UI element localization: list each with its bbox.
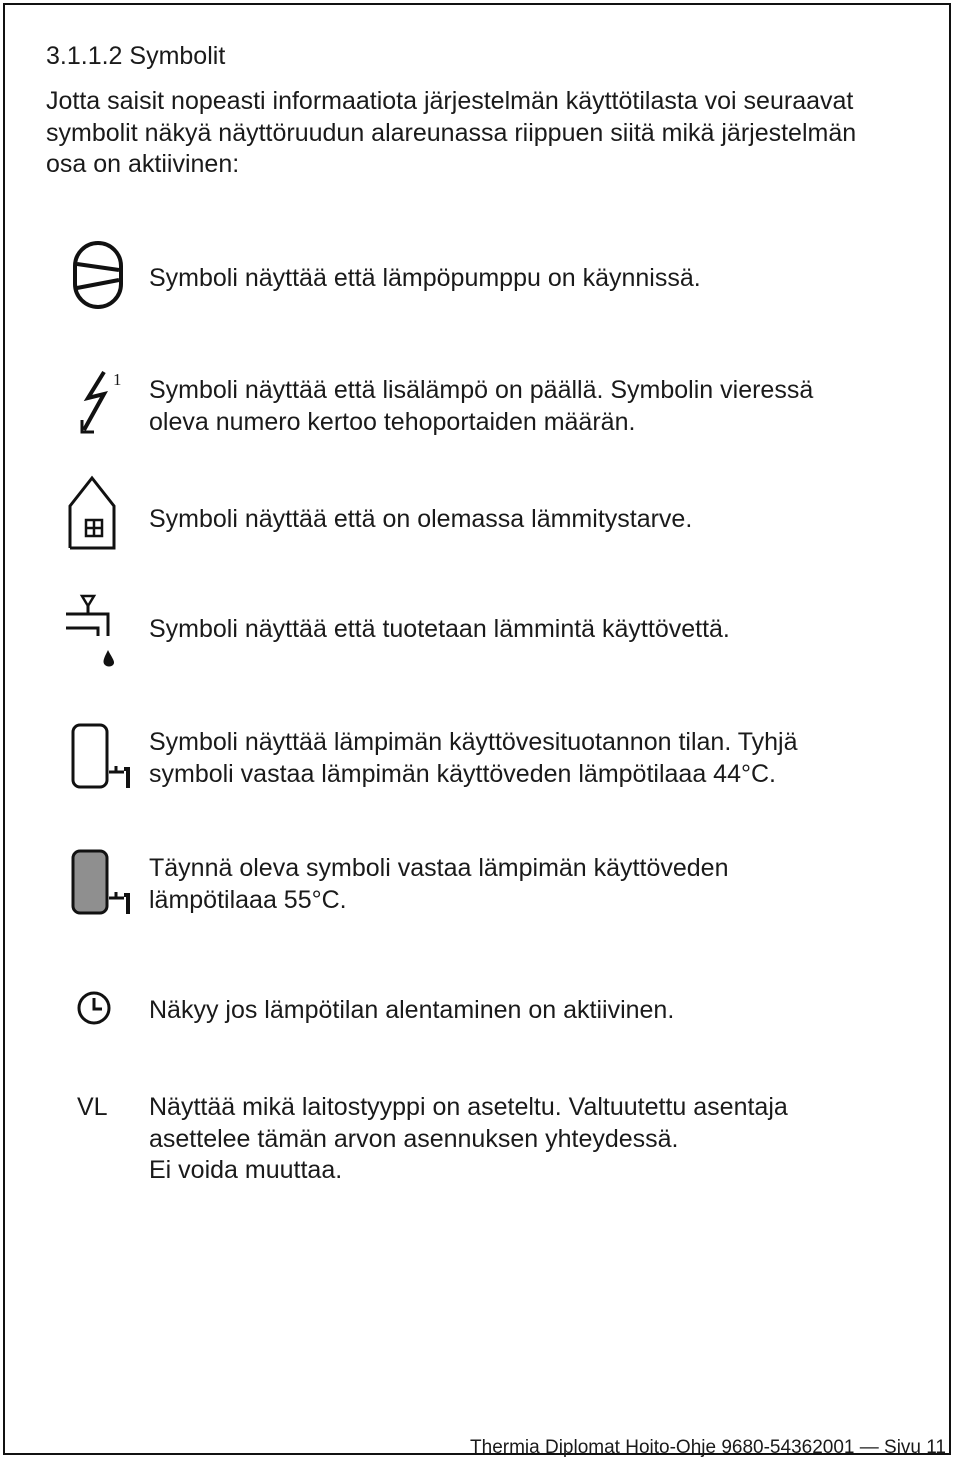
symbol-description (149, 995, 889, 1027)
symbol-description (149, 1092, 889, 1187)
tank-empty-icon (70, 722, 134, 794)
clock-icon (74, 988, 114, 1028)
intro-line: Jotta saisit nopeasti informaatiota järjestelmän käyttötilasta voi seuraavat (46, 87, 854, 115)
symbol-text-line: Symboli näyttää että lämpöpumppu on käynnissä. (149, 264, 701, 292)
symbol-description (149, 375, 889, 438)
symbol-text-line: symboli vastaa lämpimän käyttöveden lämpötilaaa 44°C. (149, 759, 776, 788)
lightning-icon (78, 368, 114, 436)
intro-line: osa on aktiivinen: (46, 150, 240, 178)
symbol-text-line: Symboli näyttää että tuotetaan lämmintä käyttövettä. (149, 615, 730, 643)
symbol-text-line: Symboli näyttää että on olemassa lämmitystarve. (149, 505, 693, 533)
symbol-text-line: oleva numero kertoo tehoportaiden määrän. (149, 407, 636, 436)
symbol-description (149, 263, 889, 295)
intro-line: symbolit näkyä näyttöruudun alareunassa riippuen siitä mikä järjestelmän (46, 118, 857, 147)
section-heading: 3.1.1.2 Symbolit (46, 42, 226, 70)
symbol-description (149, 504, 889, 536)
symbol-text-line: Näyttää mikä laitostyyppi on aseteltu. Valtuutettu asentaja (149, 1093, 788, 1121)
vl-icon: VL (77, 1093, 108, 1121)
house-icon (64, 472, 120, 552)
symbol-text-line: Ei voida muuttaa. (149, 1156, 343, 1184)
symbol-description (149, 853, 889, 916)
symbol-description (149, 727, 889, 790)
symbol-description (149, 614, 889, 646)
symbol-text-line: lämpötilaaa 55°C. (149, 885, 347, 914)
symbol-text-line: asettelee tämän arvon asennuksen yhteydessä. (149, 1124, 679, 1153)
symbol-text-line: Näkyy jos lämpötilan alentaminen on aktiivinen. (149, 996, 675, 1024)
tank-full-icon (70, 848, 134, 920)
compressor-icon (72, 240, 126, 312)
symbol-text-line: Symboli näyttää että lisälämpö on päällä. Symbolin vieressä (149, 376, 814, 404)
step-count-label: 1 (113, 370, 122, 389)
symbol-text-line: Symboli näyttää lämpimän käyttövesituotannon tilan. Tyhjä (149, 728, 798, 756)
symbol-text-line: Täynnä oleva symboli vastaa lämpimän käyttöveden (149, 854, 729, 882)
page-footer: Thermia Diplomat Hoito-Ohje 9680-54362001 — Sivu 11 (470, 1437, 946, 1458)
faucet-drop-icon (64, 592, 124, 672)
intro-paragraph (46, 86, 906, 181)
